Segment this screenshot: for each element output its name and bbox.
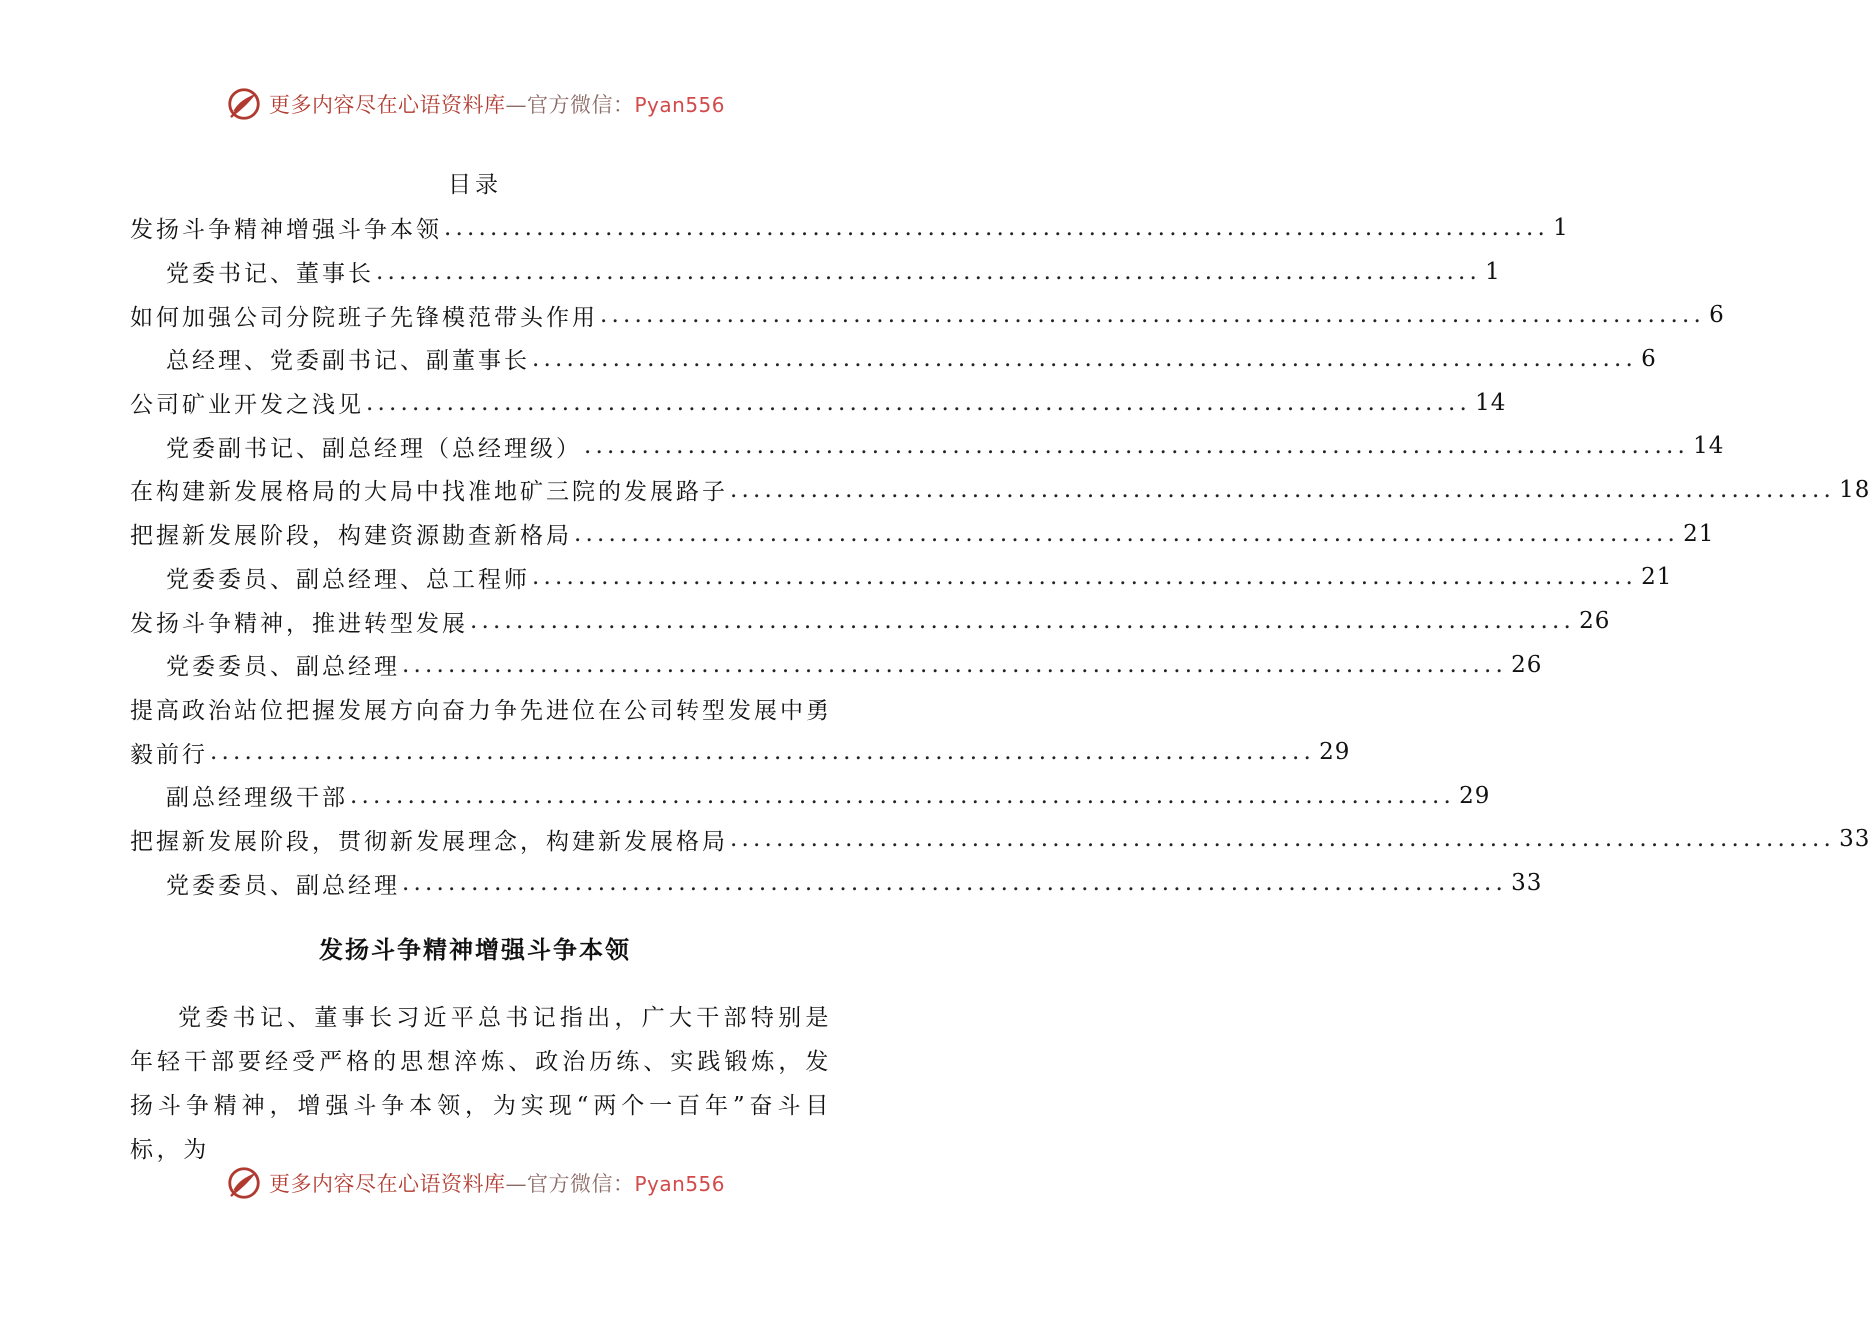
toc-leader-dots: ................................................................................................ <box>444 214 1550 241</box>
toc-leader-dots: ................................................................................................ <box>402 651 1508 678</box>
toc-entry[interactable] <box>130 206 1569 250</box>
toc-entry-text: 把握新发展阶段，贯彻新发展理念，构建新发展格局 <box>130 828 728 855</box>
toc-entry-text: 党委书记、董事长 <box>166 261 374 288</box>
toc-entry-text: 公司矿业开发之浅见 <box>130 392 364 419</box>
toc-leader-dots: ................................................................................................ <box>532 564 1638 591</box>
toc-entry-text: 如何加强公司分院班子先锋模范带头作用 <box>130 304 598 331</box>
toc-entry-text: 党委副书记、副总经理（总经理级） <box>166 435 582 462</box>
pen-seal-logo-icon <box>225 1164 263 1202</box>
toc-entry-text: 党委委员、副总经理 <box>166 654 400 681</box>
toc-title: 目录 <box>448 172 502 198</box>
toc-leader-dots: ................................................................................................ <box>532 345 1638 372</box>
toc-page-number: 26 <box>1511 651 1543 678</box>
toc-entry[interactable] <box>130 861 1543 905</box>
toc-page-number: 6 <box>1709 302 1725 329</box>
toc-entry[interactable] <box>130 468 1870 512</box>
toc-leader-dots: ................................................................................................ <box>584 433 1690 460</box>
toc-page-number: 29 <box>1319 739 1351 766</box>
toc-entry-text-line1: 提高政治站位把握发展方向奋力争先进位在公司转型发展中勇 <box>130 697 832 724</box>
banner-text <box>269 89 725 119</box>
toc-entry[interactable] <box>130 337 1657 381</box>
toc-entry[interactable] <box>130 293 1725 337</box>
toc-page-number: 14 <box>1475 389 1507 416</box>
toc-leader-dots: ................................................................................................ <box>470 608 1576 635</box>
toc-page-number: 21 <box>1641 564 1673 591</box>
banner-lead-text: 更多内容尽在心语资料库 <box>268 1172 506 1196</box>
toc-entry-text: 发扬斗争精神，推进转型发展 <box>130 610 468 637</box>
toc-entry[interactable] <box>130 599 1611 643</box>
toc-page-number: 18 <box>1839 476 1870 503</box>
toc-entry-text: 毅前行 <box>130 741 208 768</box>
banner-text <box>269 1168 725 1198</box>
toc-leader-dots: ................................................................................................ <box>730 476 1836 503</box>
article-body-paragraph: 党委书记、董事长习近平总书记指出，广大干部特别是年轻干部要经受严格的思想淬炼、政治历练、实践锻炼，发扬斗争精神，增强斗争本领，为实现“两个一百年”奋斗目标，为 <box>130 1005 832 1163</box>
toc-entry[interactable] <box>130 424 1725 468</box>
toc-entry-wrapped-line[interactable] <box>130 687 832 731</box>
toc-entry[interactable] <box>130 818 1870 862</box>
toc-page-number: 6 <box>1641 345 1657 372</box>
footer-banner <box>0 1161 950 1205</box>
banner-wechat-label: —官方微信： <box>505 1172 635 1196</box>
toc-entry-text: 总经理、党委副书记、副董事长 <box>166 348 530 375</box>
toc-leader-dots: ................................................................................................ <box>574 520 1680 547</box>
toc-entry[interactable] <box>130 730 1351 774</box>
toc-page-number: 33 <box>1839 826 1870 853</box>
toc-entry-text: 党委委员、副总经理、总工程师 <box>166 566 530 593</box>
toc-entry-text: 在构建新发展格局的大局中找准地矿三院的发展路子 <box>130 479 728 506</box>
toc-page-number: 1 <box>1485 258 1501 285</box>
toc-entry-text: 发扬斗争精神增强斗争本领 <box>130 217 442 244</box>
article-title: 发扬斗争精神增强斗争本领 <box>319 936 631 964</box>
toc-page-number: 29 <box>1459 782 1491 809</box>
table-of-contents <box>130 206 1870 905</box>
toc-leader-dots: ................................................................................................ <box>600 302 1706 329</box>
toc-leader-dots: ................................................................................................ <box>402 870 1508 897</box>
toc-leader-dots: ................................................................................................ <box>366 389 1472 416</box>
toc-entry[interactable] <box>130 556 1673 600</box>
banner-lead-text: 更多内容尽在心语资料库 <box>268 93 506 117</box>
toc-entry-text: 把握新发展阶段，构建资源勘查新格局 <box>130 523 572 550</box>
banner-wechat-id: Pyan556 <box>634 93 725 117</box>
toc-page-number: 33 <box>1511 870 1543 897</box>
toc-entry[interactable] <box>130 250 1501 294</box>
banner-wechat-id: Pyan556 <box>634 1172 725 1196</box>
toc-entry[interactable] <box>130 774 1491 818</box>
toc-entry-text: 副总经理级干部 <box>166 785 348 812</box>
toc-entry-text: 党委委员、副总经理 <box>166 872 400 899</box>
toc-page-number: 14 <box>1693 433 1725 460</box>
toc-leader-dots: ................................................................................................ <box>350 782 1456 809</box>
toc-page-number: 1 <box>1553 214 1569 241</box>
toc-page-number: 21 <box>1683 520 1715 547</box>
toc-leader-dots: ................................................................................................ <box>210 739 1316 766</box>
pen-seal-logo-icon <box>225 85 263 123</box>
toc-entry[interactable] <box>130 381 1507 425</box>
banner-wechat-label: —官方微信： <box>505 93 635 117</box>
header-banner <box>0 82 950 126</box>
toc-leader-dots: ................................................................................................ <box>376 258 1482 285</box>
toc-leader-dots: ................................................................................................ <box>730 826 1836 853</box>
toc-entry[interactable] <box>130 512 1715 556</box>
toc-page-number: 26 <box>1579 608 1611 635</box>
toc-entry[interactable] <box>130 643 1543 687</box>
